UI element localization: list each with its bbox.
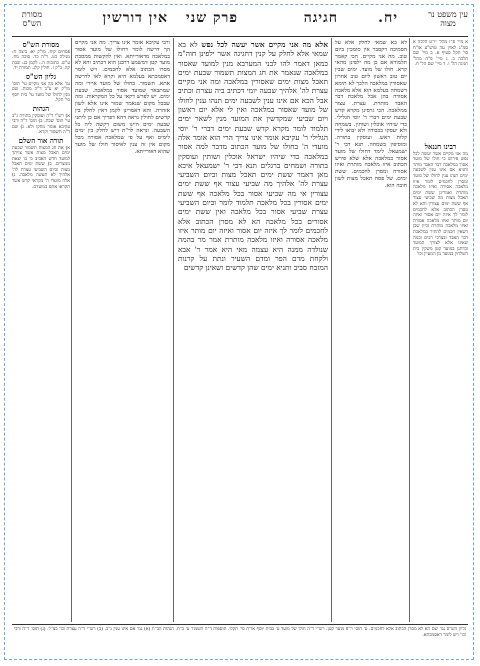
ein-mishpat-column bbox=[413, 40, 468, 140]
mesoret-header: מסורת הש"ס bbox=[21, 10, 43, 28]
left-margin-column bbox=[12, 40, 70, 622]
ein-mishpat-text: א מיי' פ"ז מהל' יו"ט הלכה א סמ"ג לאוין עה טוש"ע או"ח סי' תקל סעיף א. ב מיי' שם הלכה ב. ג מיי' פ"ה מהל' חגיגה הל' ו. ד מיי' שם הל' ח. bbox=[413, 40, 468, 68]
torah-or-heading: תורה אור השלם bbox=[18, 135, 64, 145]
ein-mishpat-header: עין משפט נר מצוה bbox=[428, 10, 468, 28]
chapter-name: אין דורשין bbox=[102, 10, 168, 26]
gemara-column bbox=[178, 40, 328, 560]
gemara-opening: אלא מה אני מקיים אשר יעשה לכל נפש bbox=[201, 40, 328, 49]
torah-or-text: א) את חג המצות תשמור שבעת ימים תאכל מצות אשר צויתך למועד חדש האביב כי בו יצאת ממצרים. ב) ששת ימים תאכל מצות וביום השביעי עצרת לה' אלהיך לא תעשה מלאכה. ג) אלה מועדי ה' מקראי קדש אשר תקראו אתם במועדם. bbox=[12, 145, 70, 190]
tosafot-text: ורבי עקיבא אומר אינו צריך. מה אני מקיים הך דרשה לומר דחולו של מועד אסור במלאכה מדאורייתא. ואין להקשות ממסכת מועד קטן דמשמע דרבנן הוא דכתיב והא לא מסרו הכתוב אלא לחכמים. ויש לומר דאסמכתא בעלמא היא וקרא לאו לדרשה אתא. תשמור. בחולו של מועד איירי ומה שמתבאר שמועד אסור במלאכה. שבעת ימים. יש לפרש דקאי על כל המקראות. ומה שבכל מקום שנאמר שמור אינו אלא לשון אזהרה. והא דאמרינן לקמן דאין לחלק בין קדשים לחולין נראה דהא דפריך אם כן ליתני שבעה ימים היינו משום דקשה ליה כל השבעה. ונראה לר"ת דיש לחלק בין ימים לימים ואף על פי שמלאכה אסורה מכל מקום אין זה ענין לאיסור חולו של מועד שהוא דאורייתא. bbox=[75, 40, 170, 155]
perek-title: פרק שני bbox=[186, 10, 238, 26]
gilyon-text: גמ' אלא מה אני מקיים עי' תוס' מו"ק יא ע"ב ד"ה מכות. שם מנין לחולו של מועד עי' בית יוסף סי' תקל. bbox=[12, 81, 70, 104]
rashi-text: לא בא שמאי לחלק אלא על הסמיכה דקסבר אין סומכין ביום טוב. מה אני מקיים. הכי קאמר תלמודא אם כן מה ילפינן מהאי קרא. חולו של מועד. ימים שבין יום טוב ראשון ליום טוב אחרון שאסורין במלאכה הלכך לא תימא דשמחה בעלמא הוא אלא מלאכה אסורה בהן אבל מלאכת דבר האבד מותרת. עצרת. עצור ממלאכה. הכי גרסינן מקרא קדש שבעת ימים דברי ר' יוסי הגלילי. כדי שיהיו אוכלין ושותין. בשמחה ולא יעסקו בכבודה ולא יבואו לידי קלות ראש. ועוסקין בתורה. ומוסיפין בשמחה. תנא דבי ר' ישמעאל. לימד דחולו של מועד אסור במלאכה אלא שלא פירש הכתוב איזו מלאכה מותרת ואיזו אסורה ומסרן לחכמים. ששת ימים. של פסח תאכל מצות לשון חובה הוא. bbox=[335, 40, 407, 189]
footer-rule bbox=[12, 624, 468, 625]
footer-notes bbox=[14, 627, 466, 657]
header-rule bbox=[12, 36, 468, 37]
divider-rashi bbox=[331, 38, 332, 622]
gilyon-heading: גליון הש"ס bbox=[25, 71, 57, 81]
gemara-closing: אמר מר בהמה שנולדה ממנה היא עצמה מאי היא אמר ר' אבא ולקחת מדם הפר ומדם השעיר ונתת על קרנות המזבח סביב ותניא ימים שהן קדשים ושאינן קדשים bbox=[178, 235, 328, 273]
rabbeinu-chananel-heading: רבינו חננאל bbox=[424, 142, 457, 151]
divider-left bbox=[71, 38, 72, 622]
rashi-column bbox=[335, 40, 407, 622]
rabbeinu-chananel-text: מה אני מקיים אשר יעשה לכל נפש פירוש כי חולו של מועד אסור במלאכה דבר האבד מותר ותניא אם אינו ענין לשבעה ימים תנהו ענין לחולו של מועד ומסרן לחכמים לומר איזו מלאכה אסורה ואיזו מלאכה מותרת ואמרינן ששת ימים תאכל מצות מה שביעי עצור אף ששת ימים עצורין והא לא מסרן הכתוב אלא לחכמים לומר לך איזה יום אסור ואיזה יום מותר ואיזו מלאכה אסורה ואיזו מלאכה מותרת וכיון שכן רשאין חכמים להתיר במלאכת דבר האבד ובצרכי רבים ובמה שאינו אלא לצורך המועד וכדתנן במועד קטן משקין בית השלחין במועד מן המעיין וכו' bbox=[413, 151, 468, 258]
page-header bbox=[12, 10, 468, 36]
rabbeinu-chananel-column bbox=[413, 142, 468, 622]
footer-text: גליון הש"ס גמ' שם הא לא מסרן הכתוב אלא לחכמים. ע' תוס' ר"פ מועד קטן. רש"י ד"ה חולו של מועד ע' בבית יוסף או"ח סי' תקלו. תוספות ד"ה תשמור ע' ב"ח. הגהות הב"ח (א) גמ' אם אינו ענין נ"ב. (ב) רש"י ד"ה עצרת וכו' כצ"ל. (ג) תוס' ד"ה ורבי וכו' ויש לומר דאסמכתא. bbox=[14, 627, 466, 638]
gemara-body: לא בא שמאי אלא לחלק על קנין דחגיגה אשר ילפינן חוה"מ כמאן דאמר להו לבני המערבא מנין למועד שאסור במלאכה שנאמר את חג המצות תשמור שבעת ימים תאכל מצות ימים שאסורין במלאכה ומה אני מקיים עצרת לה' אלהיך שבעה יומי דכתיב ביה עצרת וכתיב אבל הכא אם אינו ענין לשבעה ימים תנהו ענין לחולו של מועד שאסור במלאכה ואין לי אלא יום ראשון ויום שביעי שמקדשין את המועד מנין לשאר ימים תלמוד לומר מקרא קדש שבעת ימים דברי ר' יוסי הגלילי ר' עקיבא אומר אינו צריך הרי הוא אומר אלה מועדי ה' בחולו של מועד הכתוב מדבר למה אסור במלאכה כדי שיהיו ישראל אוכלין ושותין ועוסקין בתורה ושמחים ברגלים bbox=[178, 40, 328, 170]
hagahot-text: א) רש"י ד"ה ועוסקין בתורה נ"ב עי' תוס' שבת. ב) תוס' ד"ה ורבי עקיבא אומר מחקו ולא. ג) שם ד"ה תשמור וקרא. bbox=[12, 113, 70, 136]
gemara-continuation: תנא דבי ר' ישמעאל איכא מאן דאמר ששת ימים תאכל מצות וביום השביעי עצרת לה' אלהיך מה שביעי עצור אף ששת ימים עצורין אי מה שביעי אסור בכל מלאכה אף ששת ימים אסורין בכל מלאכה תלמוד לומר וביום השביעי עצרת שביעי אסור בכל מלאכה ואין ששת ימים אסורים בכל מלאכה הא לא מסרן הכתוב אלא לחכמים לומר לך איזה יום אסור ואיזה יום מותר איזו מלאכה אסורה ואיזו מלאכה מותרת bbox=[178, 160, 328, 245]
mesoret-text: פסחים קיח. מו"ק יא: ביצה ח: מגילה כט. ר"ה כד. סוכה מח. ע"ש. כתובות ה.: לקמן כג: שבת קה. ב"ק ז. חולין קלג. תמורה יד. bbox=[12, 49, 70, 72]
divider-right bbox=[409, 38, 410, 622]
tosafot-column bbox=[75, 40, 170, 622]
hagahot-heading: הגהות bbox=[32, 103, 50, 113]
mesoret-heading: מסורת הש"ס bbox=[22, 40, 60, 49]
daf-number: יח. bbox=[378, 10, 398, 26]
tractate-title: חגיגה bbox=[303, 10, 338, 26]
divider-gemara bbox=[173, 38, 174, 622]
